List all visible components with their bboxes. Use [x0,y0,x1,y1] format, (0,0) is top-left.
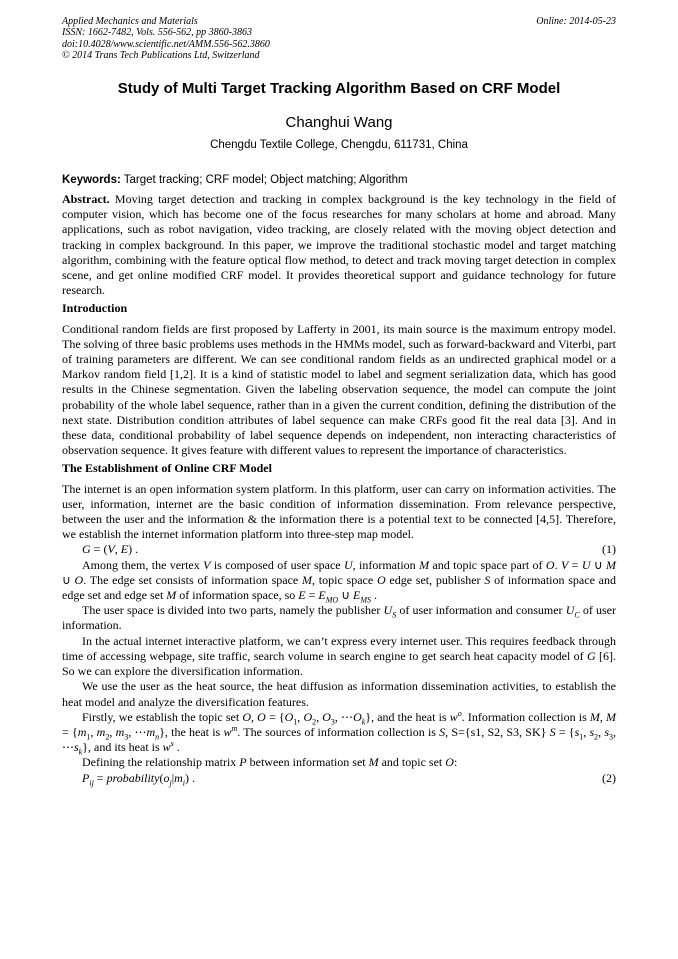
online-date: Online: 2014-05-23 [536,16,616,27]
crf-paragraph-3: The user space is divided into two parts, namely the publisher $U_S$ of user information and consumer $U_C$ of user information. [62,603,616,633]
crf-section-heading: The Establishment of Online CRF Model [62,461,272,476]
journal-name: Applied Mechanics and Materials [62,16,198,27]
crf-paragraph-4: In the actual internet interactive platform, we can’t express every internet user. This requires feedback through time of accessing webpage, site traffic, search volume in search engine to get search heat capacity model of G [6]. So we can explore the diversification information. [62,633,616,679]
keywords-line [62,173,616,187]
author-name: Changhui Wang [285,114,393,131]
abstract-paragraph [62,192,616,298]
journal-copyright: © 2014 Trans Tech Publications Ltd, Switzerland [62,50,260,62]
crf-paragraph-5: We use the user as the heat source, the heat diffusion as information dissemination activities, to establish the heat model and analyze the diversification features. [62,679,616,709]
crf-paragraph-7: Defining the relationship matrix P between information set M and topic set O: [82,755,458,770]
abstract-text: Moving target detection and tracking in complex background is the key technology in the field of computer vision, which has become one of the focus researches for many scholars at home and abroad. Many applications, such as robot navigation, video tracking, are closely related with the moving object detection and tracking in complex background. In this paper, we improve the traditional stochastic model and target matching algorithm, combining with the feature optical flow method, to detect and track moving target detection in complex scene, and get online modified CRF model. It provides theoretical support and guidance technology for future research. [62,192,616,298]
equation-2-number: (2) [602,770,616,785]
equation-2: $P_{ij}$ = $probability(o_j|m_i)$ . (2) [82,770,616,787]
intro-paragraph: Conditional random fields are first proposed by Lafferty in 2001, its main source is the maximum entropy model. The solving of three basic problems uses methods in the HMMs model, such as forward-backward and Viterbi, part of training parameters are different. We can see conditional random fields as an undirected graphical model or a Markov random field [1,2]. It is a kind of statistic model to label and segment serialization data, which has good results in the Chinese segmentation. Given the labeling observation sequence, the model can compute the joint probability of the whole label sequence, rather than in a given the current condition, defining the distribution of the next state. Distribution condition attributes of label sequence can make CRFs good fit the real data [3]. And in these data, conditional probability of label sequence depends on independent, non interacting characteristics of observation sequence. It gives feature with different values to represent the importance of characteristics. [62,321,616,458]
keywords-text: Target tracking; CRF model; Object matching; Algorithm [120,174,408,186]
intro-heading: Introduction [62,301,128,316]
equation-1: G = (V, E) . (1) [82,542,616,557]
paper-title: Study of Multi Target Tracking Algorithm Based on CRF Model [117,80,561,97]
author-affiliation: Chengdu Textile College, Chengdu, 611731, China [210,139,468,151]
crf-paragraph-1: The internet is an open information system platform. In this platform, user can carry on information activities. The user, information, internet are the basic condition of information dissemination. From relevance perspective, between the user and the information & the information there is a potential text to be connected [4,5]. Therefore, we establish the internet information platform into three-step map model. [62,481,616,542]
paper-body [62,192,616,786]
crf-paragraph-2: Among them, the vertex V is composed of user space U, information M and topic space part of O. V = U ∪ M ∪ O. The edge set consists of information space M, topic space O edge set, publisher S of information space and edge set and edge set M of information space, so $E = E_{MO}$ ∪ $E_{MS}$ . [62,557,617,605]
journal-issn: ISSN: 1662-7482, Vols. 556-562, pp 3860-3863 [62,27,252,39]
equation-1-number: (1) [602,542,616,557]
keywords-label: Keywords: [62,174,121,186]
journal-header [62,16,616,62]
abstract-label: Abstract. [62,192,110,206]
crf-paragraph-6: Firstly, we establish the topic set O, $O = \{O_1$, $O_2$, $O_3$, $\cdots O_k$}, and the heat is $w^o$. Information collection is M, $M = \{m_1$, $m_2$, $m_3$, $\cdots m_n$}, the heat is $w^m$. The sources of information collection is S, S={s1, S2, S3, SK} $S = \{s_1$, $s_2$, $s_3$, $\cdots s_k$}, and its heat is $w^s$ . [62,708,617,757]
journal-doi: doi:10.4028/www.scientific.net/AMM.556-562.3860 [62,38,270,50]
